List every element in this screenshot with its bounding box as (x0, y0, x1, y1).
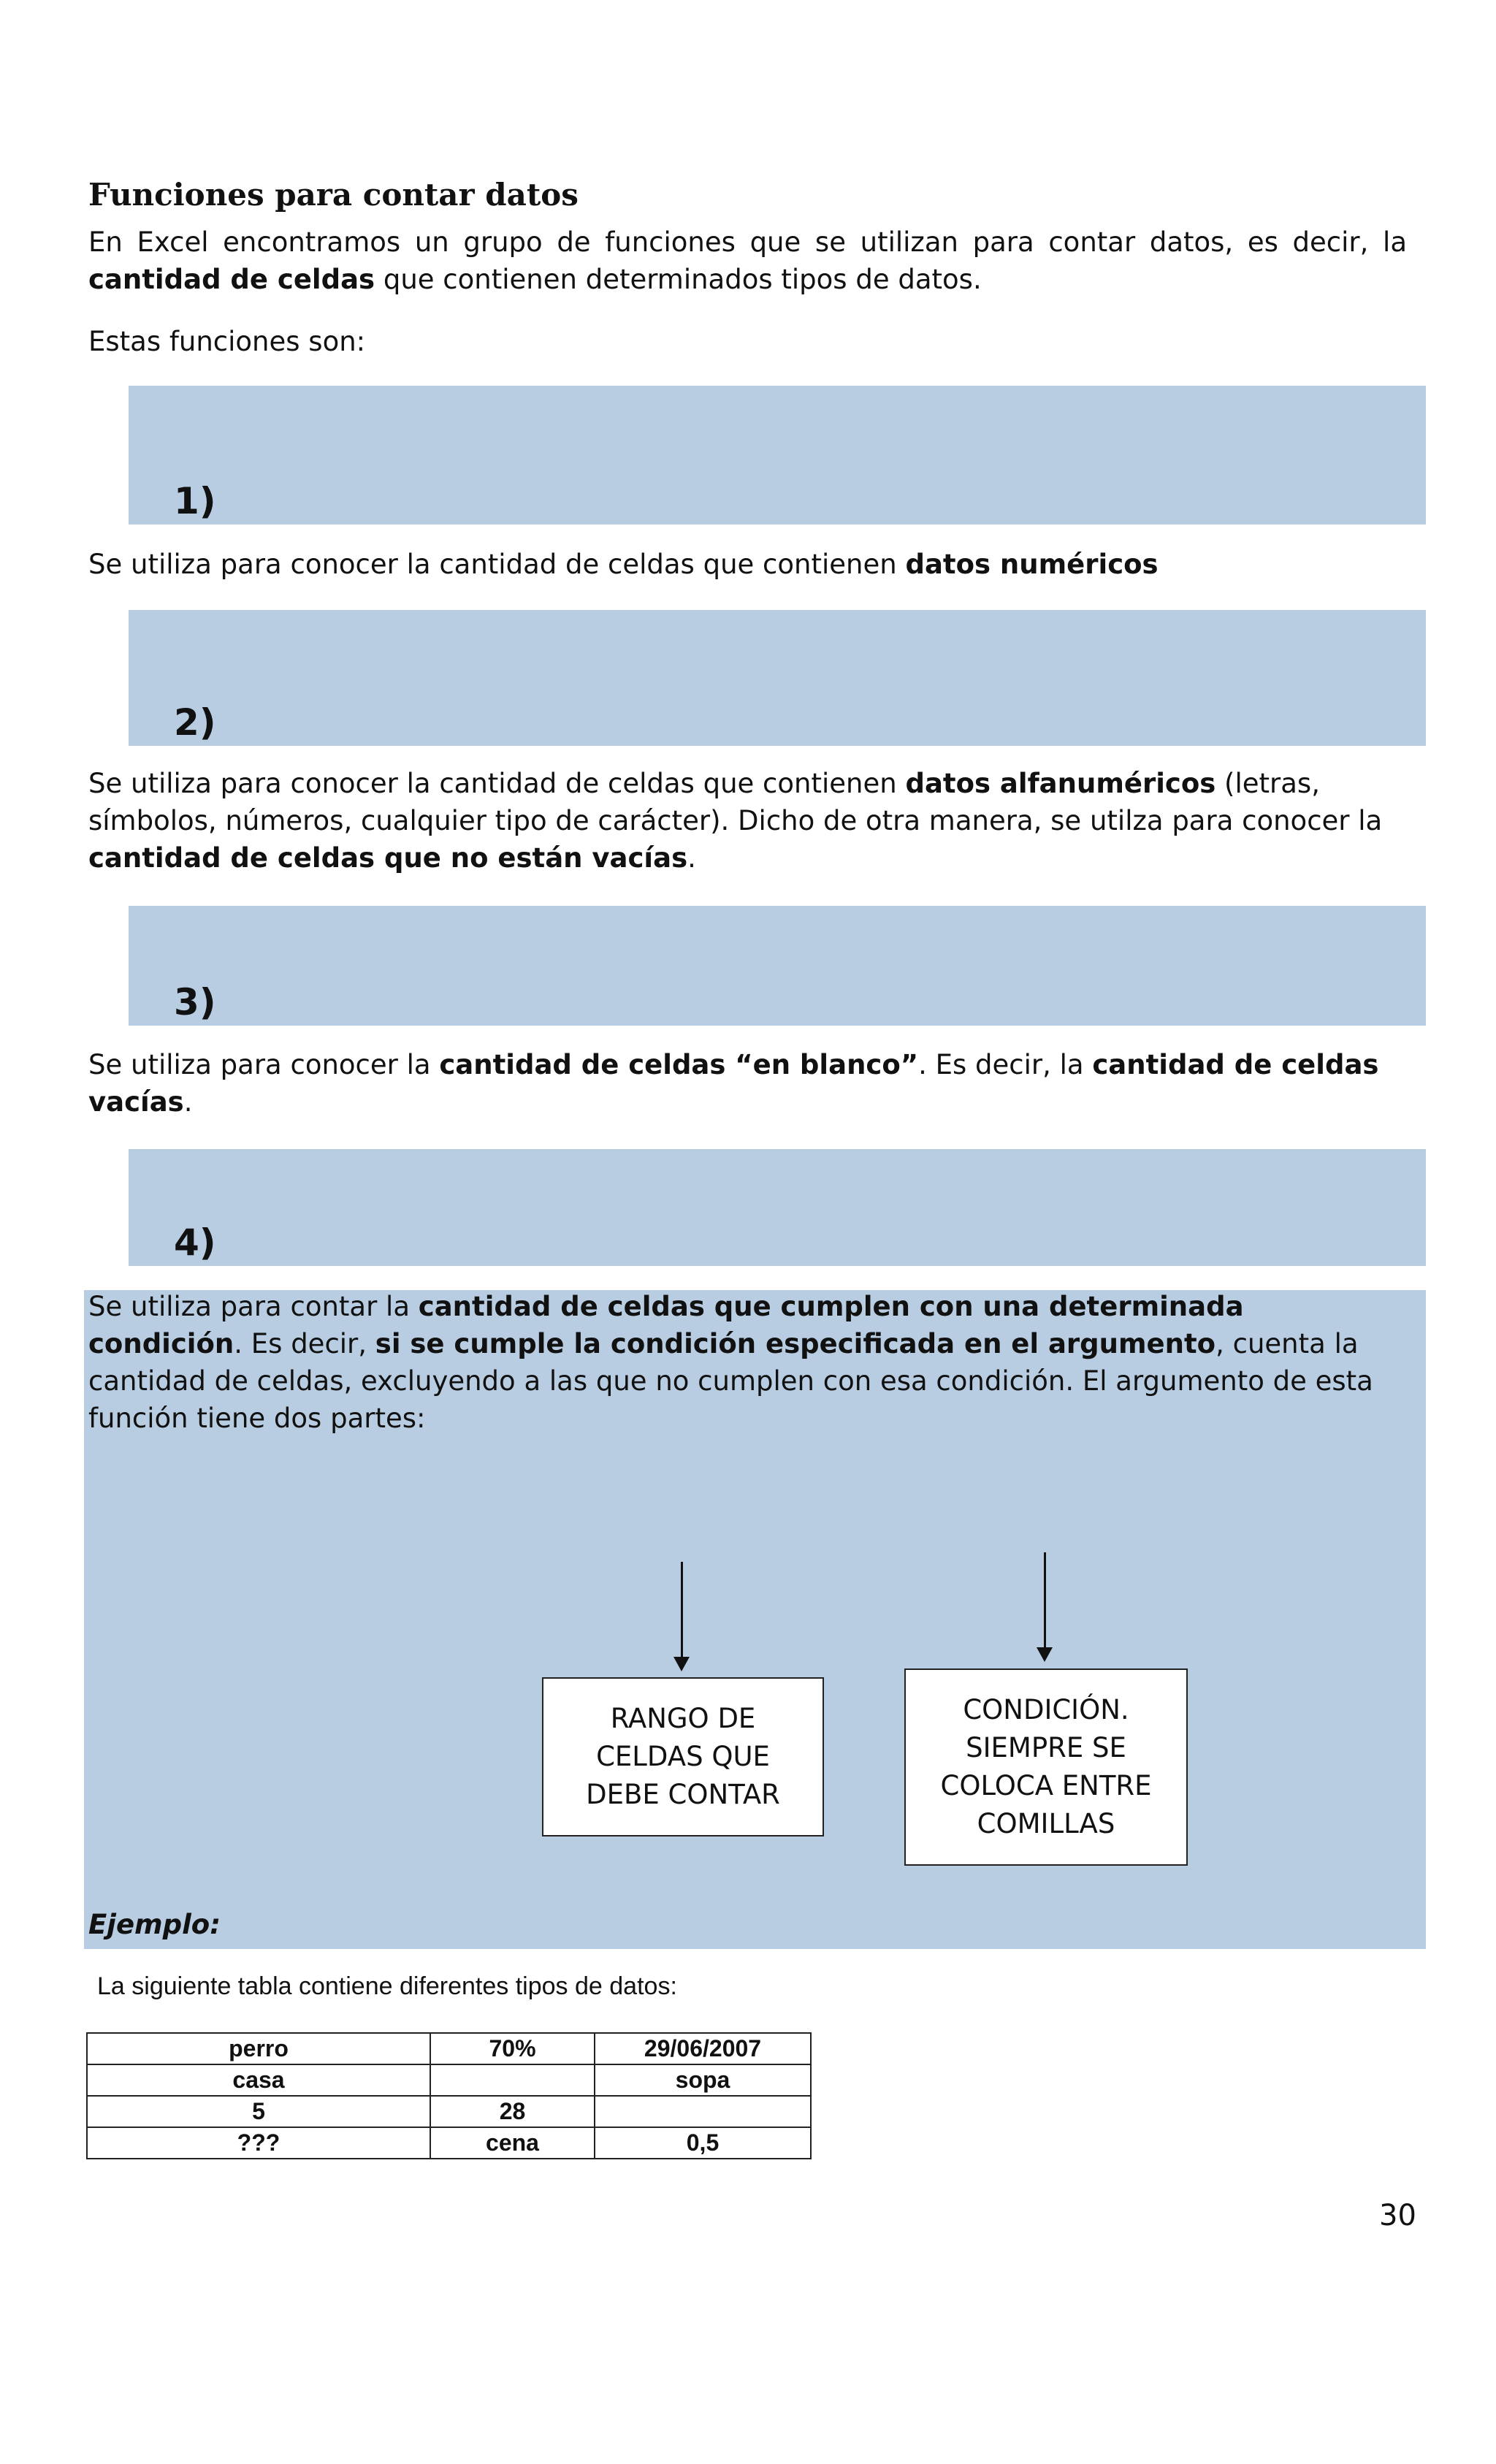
function-1-desc-bold: datos numéricos (905, 549, 1159, 580)
function-3-desc-bold-2: cantidad de celdas vacías (88, 1049, 1379, 1118)
section-heading: Funciones para contar datos (88, 177, 579, 213)
table-cell: sopa (595, 2064, 811, 2096)
function-4-description (88, 1288, 1407, 1437)
table-cell (430, 2064, 595, 2096)
function-4-desc-bold: cantidad de celdas que cumplen con una determinada condición (88, 1291, 1244, 1359)
function-1-blank (129, 386, 1426, 525)
function-2-desc-bold-2: cantidad de celdas que no están vacías (88, 842, 688, 874)
function-2-desc-text: Se utiliza para conocer la cantidad de celdas que contienen (88, 768, 906, 799)
range-box (542, 1677, 824, 1836)
page-number: 30 (1379, 2199, 1416, 2232)
function-3-desc-text-2: . Es decir, la (918, 1049, 1093, 1080)
range-box-label: RANGO DE CELDAS QUE DEBE CONTAR (586, 1703, 780, 1810)
table-row (87, 2096, 811, 2127)
table-cell: 5 (87, 2096, 430, 2127)
table-cell: 28 (430, 2096, 595, 2127)
condition-box (904, 1668, 1188, 1866)
function-2-number: 2) (174, 701, 216, 744)
arrow-range-shaft (681, 1562, 683, 1658)
function-4-desc-bold-2: si se cumple la condición especificada en el argumento (375, 1328, 1216, 1359)
table-cell: perro (87, 2033, 430, 2064)
function-1-number: 1) (174, 480, 216, 522)
function-3-blank (129, 906, 1426, 1026)
function-4-desc-text-3: , cuenta la cantidad de celdas, excluyendo a las que no cumplen con esa condición. El argumento de esta función tiene dos partes: (88, 1328, 1373, 1434)
function-2-description (88, 765, 1407, 877)
function-4-number: 4) (174, 1221, 216, 1264)
intro-paragraph (88, 224, 1407, 298)
table-cell: 29/06/2007 (595, 2033, 811, 2064)
function-3-desc-end: . (183, 1086, 193, 1118)
table-cell: cena (430, 2127, 595, 2159)
intro-bold: cantidad de celdas (88, 264, 375, 295)
function-3-desc-bold: cantidad de celdas “en blanco” (439, 1049, 919, 1080)
function-2-blank (129, 610, 1426, 746)
function-3-desc-text: Se utiliza para conocer la (88, 1049, 440, 1080)
table-cell: 70% (430, 2033, 595, 2064)
example-label: Ejemplo: (88, 1909, 221, 1940)
intro-line-1: En Excel encontramos un grupo de funciones que se utilizan para contar datos, es decir, la (88, 226, 1407, 258)
function-3-description (88, 1046, 1407, 1121)
arrow-condition-shaft (1044, 1552, 1046, 1649)
function-2-desc-text-2: (letras, símbolos, números, cualquier tipo de carácter). Dicho de otra manera, se utilza para conocer la (88, 768, 1383, 836)
function-4-desc-text: Se utiliza para contar la (88, 1291, 419, 1322)
function-3-number: 3) (174, 981, 216, 1023)
arrow-range-head-icon (673, 1657, 690, 1671)
list-intro: Estas funciones son: (88, 326, 366, 357)
table-row (87, 2127, 811, 2159)
table-intro: La siguiente tabla contiene diferentes tipos de datos: (97, 1972, 677, 2000)
function-4-desc-text-2: . Es decir, (234, 1328, 375, 1359)
table-cell: 0,5 (595, 2127, 811, 2159)
table-row (87, 2033, 811, 2064)
function-2-desc-bold: datos alfanuméricos (905, 768, 1216, 799)
function-1-description (88, 546, 1407, 583)
condition-box-label: CONDICIÓN. SIEMPRE SE COLOCA ENTRE COMILLAS (940, 1694, 1152, 1839)
function-1-desc-text: Se utiliza para conocer la cantidad de celdas que contienen (88, 549, 906, 580)
function-4-blank (129, 1149, 1426, 1266)
function-2-desc-end: . (687, 842, 696, 874)
table-cell: ??? (87, 2127, 430, 2159)
table-cell (595, 2096, 811, 2127)
intro-rest: que contienen determinados tipos de datos. (375, 264, 982, 295)
arrow-condition-head-icon (1037, 1647, 1053, 1662)
table-cell: casa (87, 2064, 430, 2096)
table-row (87, 2064, 811, 2096)
example-table (86, 2032, 812, 2159)
